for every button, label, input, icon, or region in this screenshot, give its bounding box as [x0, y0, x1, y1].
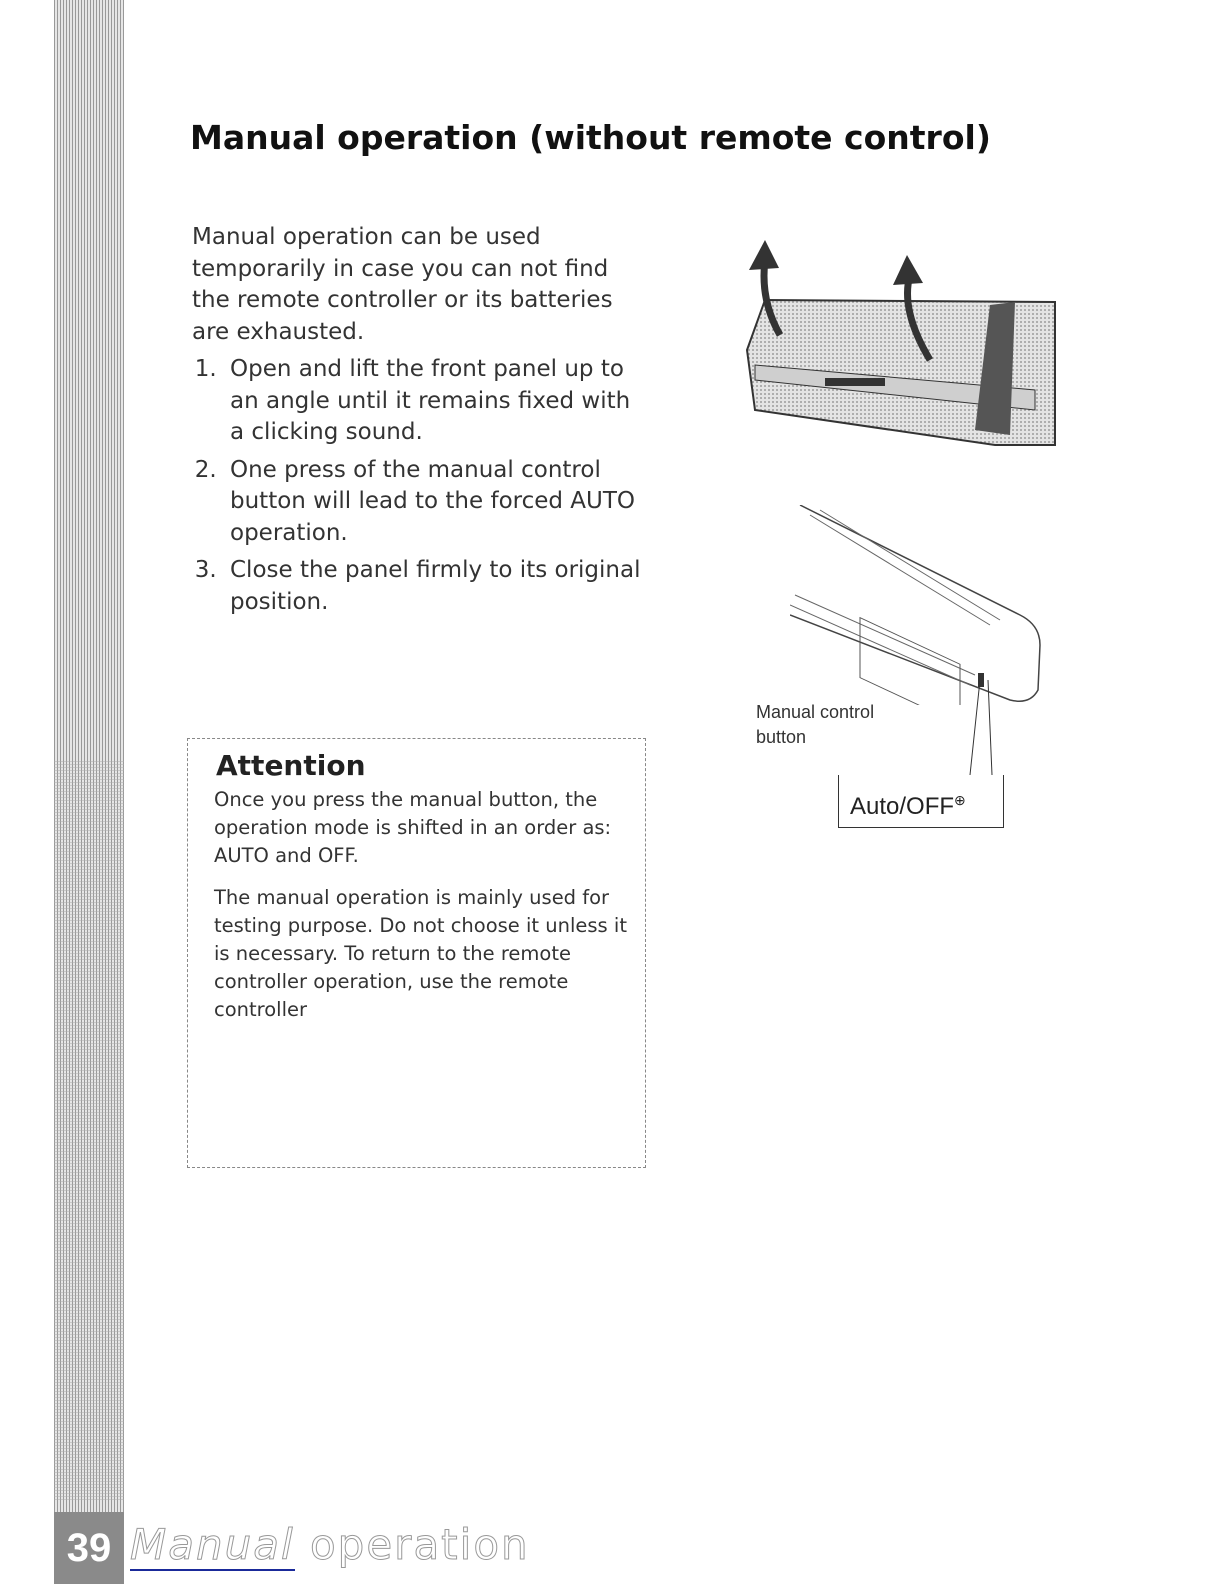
attention-paragraph: The manual operation is mainly used for testing purpose. Do not choose it unless it is necessary. To return to the remote controller operation, use the remote controller — [214, 886, 627, 1021]
footer-section-title — [130, 1520, 530, 1569]
step-item: 1. Open and lift the front panel up to an angle until it remains fixed with a clicking sound. — [224, 354, 642, 449]
button-dot-icon: ⊕ — [954, 792, 966, 808]
ac-unit-open-panel-illustration — [735, 240, 1080, 460]
step-item: 2. One press of the manual control button will lead to the forced AUTO operation. — [224, 455, 642, 550]
page-number: 39 — [54, 1512, 124, 1584]
auto-off-text: Auto/OFF — [850, 793, 955, 820]
attention-box — [187, 738, 646, 1168]
side-stripe-texture — [54, 760, 124, 1500]
intro-text: Manual operation can be used temporarily in case you can not find the remote controller or its batteries are exhausted. — [192, 224, 613, 345]
step-item: 3. Close the panel firmly to its original position. — [224, 555, 642, 618]
page-title: Manual operation (without remote control) — [190, 118, 991, 157]
manual-control-callout: Manual control button — [756, 702, 875, 747]
intro-section — [192, 222, 642, 624]
attention-heading: Attention — [216, 749, 366, 782]
auto-off-label — [850, 792, 966, 821]
attention-paragraph: Once you press the manual button, the operation mode is shifted in an order as: AUTO and OFF. — [214, 788, 612, 867]
steps-list — [192, 354, 642, 618]
footer-word: Manual — [130, 1520, 295, 1569]
callout-lines — [830, 670, 1010, 780]
footer-word: operation — [309, 1520, 530, 1569]
